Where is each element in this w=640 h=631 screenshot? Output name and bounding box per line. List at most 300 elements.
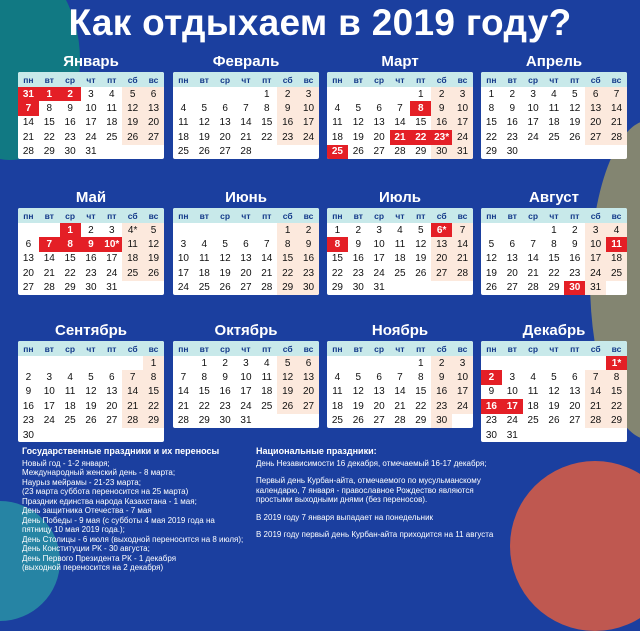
day-cell <box>523 428 544 442</box>
day-cell: 29 <box>485 146 497 158</box>
day-cell: 19 <box>352 131 364 143</box>
day-cell: 3 <box>452 87 473 101</box>
state-holidays-heading: Государственные праздники и их переносы <box>22 446 220 456</box>
week-row <box>173 116 319 130</box>
day-cell: 20 <box>431 252 452 266</box>
day-cell: 3 <box>109 224 115 236</box>
weekday-header: чт <box>236 341 257 356</box>
day-cell: 12 <box>143 237 164 251</box>
day-cell: 23 <box>569 267 581 279</box>
day-cell: 12 <box>219 253 231 265</box>
day-cell: 5 <box>551 372 557 384</box>
day-cell: 17 <box>240 386 252 398</box>
day-cell: 28 <box>22 146 34 158</box>
week-row <box>327 223 473 237</box>
month-name: Сентябрь <box>55 322 127 339</box>
day-cell: 7 <box>606 87 627 101</box>
day-cell: 14 <box>452 237 473 251</box>
day-cell: 13 <box>143 101 164 115</box>
weekday-header: вт <box>348 72 369 87</box>
weekday-header: вс <box>143 208 164 223</box>
day-cell: 11 <box>106 103 117 115</box>
week-row <box>481 399 627 413</box>
day-cell: 3 <box>509 372 516 384</box>
day-cell: 27 <box>431 266 452 280</box>
day-cell: 25 <box>606 266 627 280</box>
weekday-header: сб <box>585 208 606 223</box>
week-row <box>481 87 627 101</box>
day-cell: 31 <box>373 282 385 294</box>
day-cell: 28 <box>606 130 627 144</box>
day-cell <box>173 356 194 370</box>
day-cell: 13 <box>506 253 518 265</box>
month-table <box>18 208 164 295</box>
day-cell: 21 <box>585 399 606 413</box>
day-cell: 26 <box>198 146 210 158</box>
day-cell: 6 <box>298 356 319 370</box>
day-cell: 27 <box>22 282 34 294</box>
day-cell: 23 <box>485 415 497 427</box>
day-cell <box>236 87 257 101</box>
day-cell <box>60 356 81 370</box>
week-row <box>18 87 164 101</box>
holiday-day-cell: 22 <box>410 130 431 144</box>
holiday-day-cell: 21 <box>390 130 411 144</box>
holiday-day-cell: 10* <box>101 237 122 251</box>
weekday-header: пт <box>564 341 585 356</box>
day-cell: 15 <box>277 252 298 266</box>
day-cell: 18 <box>177 131 189 143</box>
weekday-header: сб <box>431 72 452 87</box>
day-cell: 24 <box>527 131 539 143</box>
day-cell: 19 <box>352 400 364 412</box>
weekday-header: ср <box>60 208 81 223</box>
day-cell: 28 <box>261 282 273 294</box>
day-cell: 29 <box>415 415 427 427</box>
day-cell: 24 <box>585 266 606 280</box>
day-cell: 14 <box>122 385 143 399</box>
day-cell: 10 <box>452 101 473 115</box>
weekday-header: сб <box>277 72 298 87</box>
day-cell <box>390 281 411 295</box>
month-calendar <box>327 52 473 159</box>
day-cell: 1 <box>418 357 424 369</box>
day-cell: 13 <box>373 117 385 129</box>
month-table <box>173 341 319 428</box>
day-cell: 23 <box>298 266 319 280</box>
day-cell: 22 <box>331 267 343 279</box>
day-cell <box>390 87 411 101</box>
weekday-header: пн <box>481 341 502 356</box>
day-cell: 11 <box>527 386 539 398</box>
week-row <box>327 130 473 144</box>
weekday-header: вс <box>606 208 627 223</box>
day-cell <box>18 223 39 237</box>
day-cell <box>564 428 585 442</box>
day-cell: 13 <box>240 253 252 265</box>
day-cell: 3 <box>585 223 606 237</box>
weekday-header: ср <box>60 341 81 356</box>
day-cell: 17 <box>43 400 55 412</box>
day-cell: 15 <box>548 253 560 265</box>
month-calendar <box>481 52 627 159</box>
week-row <box>173 252 319 266</box>
day-cell: 30 <box>219 415 231 427</box>
week-row <box>18 130 164 144</box>
day-cell: 9 <box>67 103 73 115</box>
day-cell: 23 <box>431 399 452 413</box>
day-cell: 17 <box>106 253 118 265</box>
day-cell: 17 <box>452 116 473 130</box>
day-cell: 28 <box>122 414 143 428</box>
weekday-header: вс <box>452 208 473 223</box>
day-cell: 9 <box>572 239 578 251</box>
day-cell: 2 <box>431 356 452 370</box>
day-cell: 15 <box>64 253 76 265</box>
weekday-header: пт <box>410 208 431 223</box>
day-cell <box>502 223 523 237</box>
day-cell: 10 <box>177 253 189 265</box>
day-cell: 21 <box>240 131 252 143</box>
month-table <box>173 72 319 159</box>
state-holiday-line: День защитника Отечества - 7 мая <box>22 506 152 515</box>
day-cell: 16 <box>219 386 231 398</box>
day-cell: 6 <box>509 239 516 251</box>
day-cell: 26 <box>548 415 560 427</box>
weekday-header: чт <box>236 208 257 223</box>
day-cell: 9 <box>298 237 319 251</box>
day-cell: 9 <box>25 386 32 398</box>
weekday-header: чт <box>81 208 102 223</box>
day-cell: 18 <box>122 252 143 266</box>
day-cell: 22 <box>415 400 427 412</box>
day-cell: 12 <box>85 386 97 398</box>
day-cell: 11 <box>178 117 189 129</box>
weekday-header: ср <box>369 208 390 223</box>
day-cell: 13 <box>22 253 34 265</box>
day-cell: 22 <box>143 399 164 413</box>
week-row <box>173 145 319 159</box>
day-cell <box>544 145 565 159</box>
day-cell <box>481 356 502 370</box>
day-cell: 22 <box>485 131 497 143</box>
day-cell: 27 <box>298 399 319 413</box>
day-cell <box>122 281 143 295</box>
day-cell <box>277 414 298 428</box>
state-holiday-line: Новый год - 1-2 января; <box>22 458 110 468</box>
day-cell: 6 <box>109 372 115 384</box>
day-cell: 30 <box>22 429 34 441</box>
state-holiday-line: Наурыз мейрамы - 21-23 марта; <box>22 477 141 487</box>
month-name: Февраль <box>212 53 280 70</box>
day-cell: 10 <box>43 386 55 398</box>
state-holiday-line: (23 марта суббота переносится на 25 марта) <box>22 487 189 496</box>
day-cell: 1 <box>488 88 495 100</box>
weekday-header: пт <box>256 72 277 87</box>
day-cell: 19 <box>198 131 210 143</box>
day-cell: 17 <box>298 116 319 130</box>
day-cell <box>369 87 390 101</box>
day-cell: 19 <box>569 117 581 129</box>
day-cell: 28 <box>394 415 406 427</box>
day-cell: 15 <box>143 385 164 399</box>
weekday-header: пн <box>327 72 348 87</box>
day-cell: 8 <box>46 103 53 115</box>
day-cell: 23 <box>22 415 34 427</box>
day-cell: 29 <box>277 281 298 295</box>
day-cell: 18 <box>527 400 539 412</box>
day-cell <box>544 356 565 370</box>
day-cell: 27 <box>106 415 118 427</box>
day-cell: 20 <box>506 267 518 279</box>
week-row <box>481 145 627 159</box>
weekday-header: вт <box>502 341 523 356</box>
decor-circle-bottom-right <box>510 461 640 631</box>
day-cell: 17 <box>527 117 539 129</box>
day-cell: 18 <box>331 131 343 143</box>
day-cell: 15 <box>43 117 55 129</box>
week-row <box>481 223 627 237</box>
day-cell: 5 <box>222 239 228 251</box>
day-cell: 27 <box>373 146 385 158</box>
week-row <box>173 101 319 115</box>
month-name: Октябрь <box>214 322 278 339</box>
day-cell: 16 <box>352 253 364 265</box>
weekday-header: пт <box>101 72 122 87</box>
month-name: Декабрь <box>522 322 586 339</box>
day-cell: 25 <box>177 146 189 158</box>
day-cell <box>215 223 236 237</box>
day-cell: 8 <box>606 370 627 384</box>
week-row <box>327 116 473 130</box>
day-cell: 2 <box>298 223 319 237</box>
state-holiday-line: День Первого Президента РК - 1 декабря <box>22 553 177 563</box>
day-cell: 12 <box>198 117 210 129</box>
day-cell: 27 <box>506 282 518 294</box>
day-cell: 30 <box>431 414 452 428</box>
weekday-header: вт <box>39 208 60 223</box>
day-cell: 26 <box>415 267 427 279</box>
day-cell <box>215 87 236 101</box>
weekday-header: сб <box>585 72 606 87</box>
day-cell: 26 <box>122 130 143 144</box>
week-row <box>18 101 164 115</box>
day-cell: 24 <box>177 282 189 294</box>
week-row <box>481 414 627 428</box>
day-cell <box>173 223 194 237</box>
day-cell: 24 <box>106 267 118 279</box>
week-row <box>173 266 319 280</box>
week-row <box>18 399 164 413</box>
day-cell: 24 <box>43 415 55 427</box>
weekday-header: чт <box>390 72 411 87</box>
day-cell: 14 <box>394 117 406 129</box>
day-cell: 5 <box>355 372 362 384</box>
day-cell <box>544 428 565 442</box>
day-cell <box>101 356 122 370</box>
holiday-day-cell: 9 <box>81 237 102 251</box>
weekday-header: вс <box>143 341 164 356</box>
day-cell: 30 <box>64 146 76 158</box>
day-cell: 7 <box>397 103 403 115</box>
day-cell: 11 <box>332 386 343 398</box>
day-cell: 16 <box>431 116 452 130</box>
day-cell: 2 <box>25 372 32 384</box>
day-cell: 12 <box>277 370 298 384</box>
day-cell: 18 <box>331 400 343 412</box>
day-cell <box>585 356 606 370</box>
day-cell: 4 <box>551 88 557 100</box>
day-cell: 10 <box>506 386 518 398</box>
day-cell <box>256 145 277 159</box>
holiday-day-cell: 23* <box>431 130 452 144</box>
day-cell <box>60 428 81 442</box>
day-cell: 7 <box>397 372 403 384</box>
day-cell: 3 <box>88 88 94 100</box>
holiday-day-cell: 1 <box>39 87 60 101</box>
holiday-day-cell: 6* <box>431 223 452 237</box>
day-cell <box>564 356 585 370</box>
weekday-header: пт <box>410 72 431 87</box>
day-cell: 6 <box>585 87 606 101</box>
day-cell: 9 <box>277 101 298 115</box>
weekday-header: чт <box>390 341 411 356</box>
day-cell: 3 <box>298 87 319 101</box>
national-holidays-block <box>256 447 496 548</box>
weekday-header: пт <box>101 341 122 356</box>
week-row <box>481 428 627 442</box>
day-cell: 3 <box>243 357 249 369</box>
day-cell: 14 <box>585 385 606 399</box>
week-row <box>18 281 164 295</box>
day-cell: 22 <box>43 131 55 143</box>
weekday-header: вт <box>39 72 60 87</box>
day-cell: 26 <box>143 266 164 280</box>
day-cell: 31 <box>106 282 118 294</box>
month-name: Август <box>529 189 579 206</box>
day-cell: 21 <box>43 267 55 279</box>
day-cell: 1 <box>334 224 341 236</box>
holiday-day-cell: 31 <box>18 87 39 101</box>
day-cell: 10 <box>452 370 473 384</box>
day-cell: 26 <box>569 131 581 143</box>
day-cell: 15 <box>606 385 627 399</box>
day-cell: 18 <box>606 252 627 266</box>
week-row <box>481 266 627 280</box>
week-row <box>173 414 319 428</box>
day-cell: 24 <box>240 400 252 412</box>
day-cell: 20 <box>569 400 581 412</box>
week-row <box>173 399 319 413</box>
weekday-header: ср <box>523 341 544 356</box>
day-cell: 10 <box>85 103 97 115</box>
month-calendar <box>481 188 627 295</box>
day-cell: 13 <box>585 101 606 115</box>
week-row <box>327 414 473 428</box>
day-cell: 16 <box>431 385 452 399</box>
day-cell: 2 <box>509 88 516 100</box>
month-calendar <box>481 321 627 442</box>
week-row <box>481 385 627 399</box>
day-cell: 30 <box>485 429 497 441</box>
weekday-header: чт <box>544 72 565 87</box>
day-cell: 7 <box>180 372 187 384</box>
weekday-header: пн <box>18 72 39 87</box>
day-cell: 2 <box>88 224 94 236</box>
weekday-header: пн <box>173 72 194 87</box>
day-cell: 29 <box>415 146 427 158</box>
day-cell: 6 <box>143 87 164 101</box>
day-cell: 21 <box>452 252 473 266</box>
weekday-header: сб <box>277 341 298 356</box>
day-cell: 4 <box>201 239 208 251</box>
holiday-day-cell: 7 <box>18 101 39 115</box>
day-cell: 18 <box>548 117 560 129</box>
day-cell: 8 <box>201 372 208 384</box>
day-cell <box>410 281 431 295</box>
day-cell: 15 <box>415 386 427 398</box>
week-row <box>18 428 164 442</box>
holiday-day-cell: 16 <box>481 399 502 413</box>
day-cell: 11 <box>394 239 406 251</box>
month-calendar <box>173 188 319 295</box>
weekday-header: вт <box>194 341 215 356</box>
day-cell <box>523 145 544 159</box>
day-cell: 13 <box>373 386 385 398</box>
day-cell: 10 <box>298 101 319 115</box>
week-row <box>481 281 627 295</box>
day-cell: 24 <box>452 399 473 413</box>
holiday-day-cell: 17 <box>502 399 523 413</box>
day-cell <box>81 428 102 442</box>
day-cell <box>277 145 298 159</box>
day-cell: 27 <box>240 282 252 294</box>
day-cell: 12 <box>352 386 364 398</box>
week-row <box>173 281 319 295</box>
month-calendar <box>327 188 473 295</box>
day-cell: 25 <box>548 131 560 143</box>
day-cell: 5 <box>143 223 164 237</box>
day-cell: 5 <box>122 87 143 101</box>
holiday-day-cell: 30 <box>564 281 585 295</box>
weekday-header: ср <box>215 208 236 223</box>
day-cell <box>143 145 164 159</box>
day-cell <box>481 223 502 237</box>
month-name: Июнь <box>225 189 267 206</box>
day-cell: 12 <box>352 117 364 129</box>
weekday-header: вс <box>143 72 164 87</box>
day-cell: 26 <box>85 415 97 427</box>
weekday-header: сб <box>431 341 452 356</box>
month-calendar <box>18 188 164 295</box>
week-row <box>481 252 627 266</box>
national-holidays-heading: Национальные праздники: <box>256 446 377 456</box>
day-cell: 23 <box>85 267 97 279</box>
day-cell: 19 <box>415 253 427 265</box>
weekday-header: вс <box>606 72 627 87</box>
day-cell: 22 <box>64 267 76 279</box>
day-cell: 26 <box>352 415 364 427</box>
weekday-header: сб <box>122 341 143 356</box>
day-cell <box>236 223 257 237</box>
day-cell: 17 <box>452 385 473 399</box>
holiday-day-cell: 8 <box>327 237 348 251</box>
week-row <box>173 87 319 101</box>
day-cell: 7 <box>243 103 249 115</box>
day-cell: 9 <box>431 101 452 115</box>
day-cell: 23 <box>506 131 518 143</box>
weekday-header: вт <box>194 72 215 87</box>
